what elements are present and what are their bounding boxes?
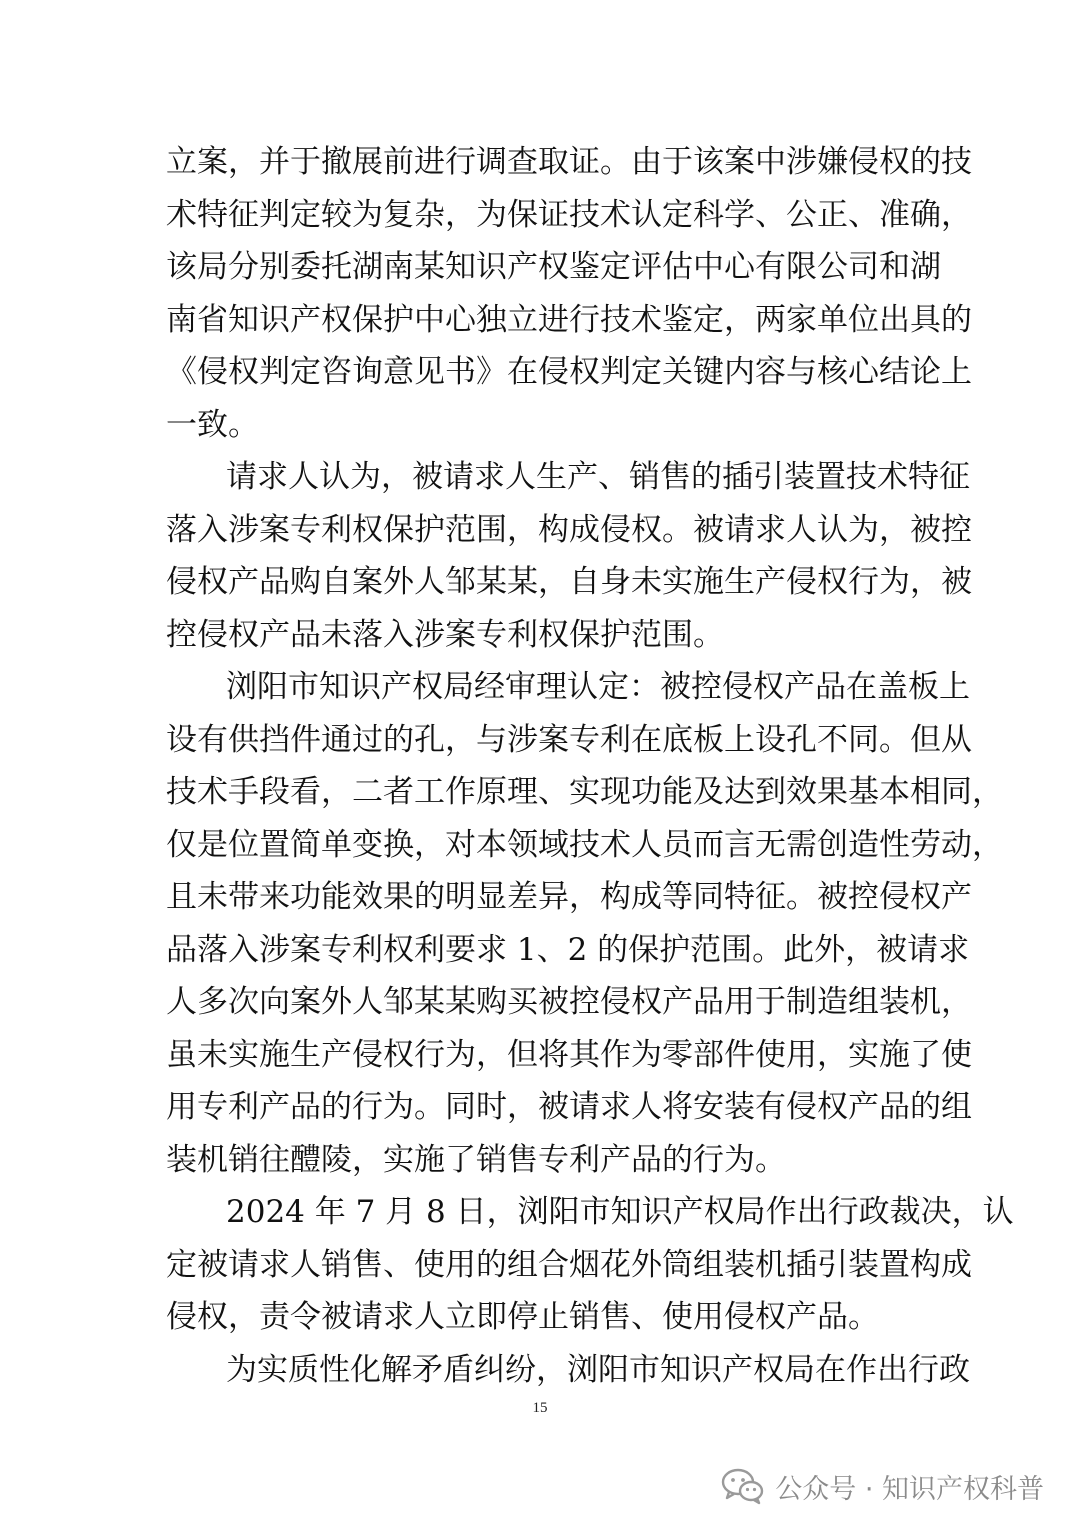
text-line: 术特征判定较为复杂，为保证技术认定科学、公正、准确， [166, 196, 972, 233]
watermark [721, 1462, 1044, 1510]
text-line: 侵权产品购自案外人邹某某，自身未实施生产侵权行为，被 [166, 564, 972, 600]
text-line: 请求人认为，被请求人生产、销售的插引装置技术特征 [226, 459, 970, 495]
wechat-icon [721, 1467, 765, 1505]
watermark-text: 公众号 · 知识产权科普 [775, 1473, 1044, 1505]
text-line: 该局分别委托湖南某知识产权鉴定评估中心有限公司和湖 [166, 249, 941, 285]
text-line: 2024 年 7 月 8 日，浏阳市知识产权局作出行政裁决，认 [226, 1194, 1014, 1230]
text-line: 立案，并于撤展前进行调查取证。由于该案中涉嫌侵权的技 [166, 144, 972, 180]
text-line: 一致。 [166, 406, 259, 443]
text-line: 用专利产品的行为。同时，被请求人将安装有侵权产品的组 [166, 1089, 972, 1125]
text-line: 品落入涉案专利权利要求 1、2 的保护范围。此外，被请求 [166, 931, 970, 968]
text-line: 《侵权判定咨询意见书》在侵权判定关键内容与核心结论上 [166, 354, 972, 390]
text-line: 浏阳市知识产权局经审理认定：被控侵权产品在盖板上 [226, 669, 970, 705]
text-line: 控侵权产品未落入涉案专利权保护范围。 [166, 616, 724, 653]
text-line: 落入涉案专利权保护范围，构成侵权。被请求人认为，被控 [166, 511, 972, 548]
text-line: 且未带来功能效果的明显差异，构成等同特征。被控侵权产 [166, 879, 972, 915]
text-line: 装机销往醴陵，实施了销售专利产品的行为。 [166, 1141, 786, 1178]
text-line: 南省知识产权保护中心独立进行技术鉴定，两家单位出具的 [166, 301, 972, 338]
text-line: 设有供挡件通过的孔，与涉案专利在底板上设孔不同。但从 [166, 721, 972, 758]
page-number: 15 [532, 1400, 548, 1416]
document-body [166, 136, 1014, 1396]
text-line: 虽未实施生产侵权行为，但将其作为零部件使用，实施了使 [166, 1036, 972, 1073]
text-line: 定被请求人销售、使用的组合烟花外筒组装机插引装置构成 [166, 1246, 972, 1283]
text-line: 侵权，责令被请求人立即停止销售、使用侵权产品。 [166, 1299, 879, 1335]
text-line: 仅是位置简单变换，对本领域技术人员而言无需创造性劳动， [166, 826, 1003, 863]
text-line: 人多次向案外人邹某某购买被控侵权产品用于制造组装机， [166, 984, 972, 1020]
text-line: 为实质性化解矛盾纠纷，浏阳市知识产权局在作出行政 [226, 1351, 970, 1388]
text-line: 技术手段看，二者工作原理、实现功能及达到效果基本相同， [166, 774, 1003, 810]
